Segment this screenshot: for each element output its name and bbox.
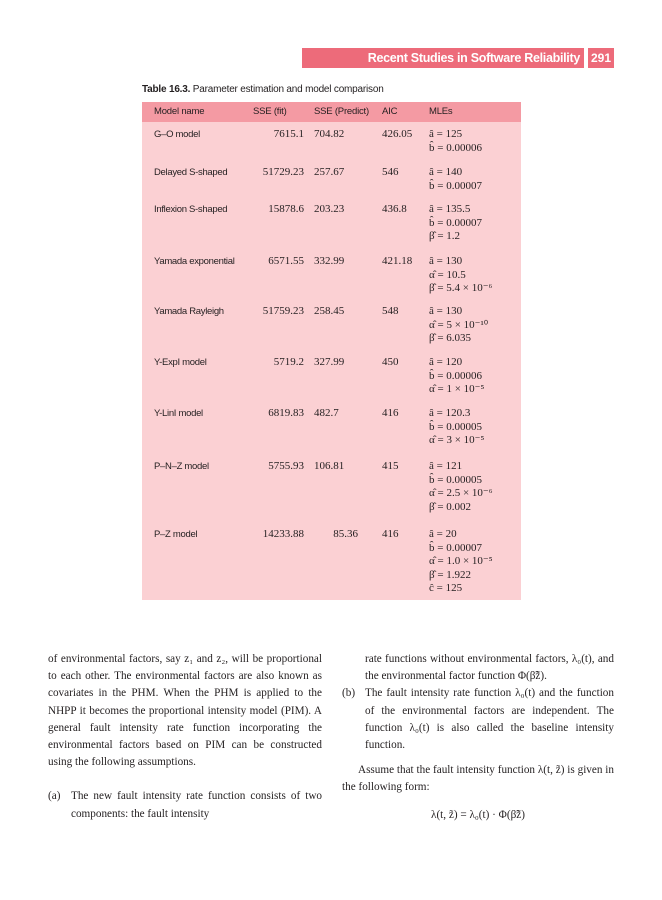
assumption-a-continuation: rate functions without environmental factors, λ₀(t), and the environmental factor function Φ(β̃z̃). — [365, 653, 614, 683]
mle-value: â = 20 — [429, 528, 457, 540]
assumption-b-label: (b) — [342, 687, 356, 700]
mle-value: α̂ = 5 × 10⁻¹⁰ — [429, 318, 489, 331]
mle-value: ĉ = 125 — [429, 582, 463, 594]
mle-value: β̂ = 1.2 — [429, 230, 461, 242]
cell-sse-fit: 14233.88 — [262, 528, 304, 540]
cell-aic: 421.18 — [382, 255, 413, 267]
cell-aic: 546 — [382, 166, 399, 178]
cell-model-name: Delayed S-shaped — [154, 167, 228, 178]
cell-sse-predict: 203.23 — [314, 203, 345, 215]
cell-mles — [429, 407, 484, 448]
mle-value: β̂ = 0.002 — [429, 500, 472, 513]
mle-value: b̂ = 0.00007 — [429, 179, 482, 192]
cell-mles — [429, 528, 493, 596]
cell-model-name: Y-LinI model — [154, 408, 203, 419]
column-header-mles: MLEs — [429, 106, 453, 117]
mle-value: α̂ = 3 × 10⁻⁵ — [429, 434, 485, 446]
cell-sse-predict: 258.45 — [314, 305, 345, 317]
cell-aic: 450 — [382, 356, 399, 368]
cell-sse-predict: 704.82 — [314, 128, 345, 140]
assumption-a — [48, 788, 322, 822]
cell-sse-predict: 106.81 — [314, 460, 345, 472]
cell-mles — [429, 128, 482, 155]
cell-sse-fit: 51759.23 — [262, 305, 304, 317]
mle-value: α̂ = 1.0 × 10⁻⁵ — [429, 555, 493, 567]
cell-sse-fit: 5755.93 — [268, 460, 304, 472]
cell-mles — [429, 203, 482, 244]
cell-sse-predict: 257.67 — [314, 166, 345, 178]
mle-value: β̂ = 1.922 — [429, 568, 472, 581]
cell-model-name: Yamada exponential — [154, 256, 235, 267]
cell-sse-fit: 6571.55 — [268, 255, 304, 267]
column-header-aic: AIC — [382, 106, 398, 117]
mle-value: β̂ = 6.035 — [429, 332, 472, 344]
assumption-b — [342, 685, 614, 754]
table-caption-text: Parameter estimation and model comparison — [192, 84, 384, 95]
mle-value: b̂ = 0.00005 — [429, 420, 482, 433]
cell-sse-fit: 5719.2 — [273, 356, 304, 368]
mle-value: â = 120.3 — [429, 407, 471, 419]
mle-value: α̂ = 10.5 — [429, 268, 466, 281]
cell-sse-predict: 327.99 — [314, 356, 345, 368]
cell-mles — [429, 255, 492, 296]
table-header-row — [142, 102, 521, 122]
cell-sse-predict: 482.7 — [314, 407, 339, 419]
left-text-column — [48, 651, 322, 823]
body-paragraph: Assume that the fault intensity function λ(t, z̃) is given in the following form: — [342, 764, 614, 794]
mle-value: â = 121 — [429, 460, 463, 472]
column-header-model-name: Model name — [154, 106, 205, 117]
equation: λ(t, z̃) = λ₀(t) · Φ(β̃z̃) — [431, 808, 525, 821]
cell-sse-predict: 332.99 — [314, 255, 345, 267]
cell-aic: 415 — [382, 460, 399, 472]
cell-model-name: Y-ExpI model — [154, 357, 207, 368]
cell-model-name: P–Z model — [154, 529, 198, 540]
assumption-a-text: The new fault intensity rate function consists of two components: the fault intensity — [71, 790, 322, 820]
mle-value: b̂ = 0.00007 — [429, 216, 482, 229]
mle-value: b̂ = 0.00006 — [429, 141, 482, 154]
assumption-b-text: The fault intensity rate function λ₀(t) and the function of the environmental factors are independent. The function λ₀(t) is also called the baseline intensity function. — [365, 687, 614, 752]
mle-value: b̂ = 0.00005 — [429, 473, 482, 486]
cell-aic: 426.05 — [382, 128, 413, 140]
cell-sse-fit: 15878.6 — [268, 203, 304, 215]
column-header-sse-fit: SSE (fit) — [253, 106, 287, 117]
mle-value: â = 140 — [429, 166, 463, 178]
mle-value: α̂ = 1 × 10⁻⁵ — [429, 383, 485, 395]
mle-value: â = 135.5 — [429, 203, 471, 215]
cell-mles — [429, 166, 482, 193]
mle-value: â = 120 — [429, 356, 463, 368]
cell-aic: 416 — [382, 528, 399, 540]
cell-sse-fit: 6819.83 — [268, 407, 304, 419]
cell-model-name: Yamada Rayleigh — [154, 306, 224, 317]
mle-value: b̂ = 0.00006 — [429, 369, 482, 382]
cell-sse-fit: 51729.23 — [262, 166, 304, 178]
cell-sse-predict: 85.36 — [333, 528, 358, 540]
parameter-table — [142, 102, 521, 600]
cell-aic: 548 — [382, 305, 399, 317]
cell-model-name: Inflexion S-shaped — [154, 204, 228, 215]
table-caption — [142, 84, 384, 95]
cell-model-name: P–N–Z model — [154, 461, 209, 472]
mle-value: α̂ = 2.5 × 10⁻⁶ — [429, 487, 493, 499]
cell-aic: 436.8 — [382, 203, 407, 215]
running-title: Recent Studies in Software Reliability Engineering — [367, 51, 580, 85]
mle-value: â = 130 — [429, 305, 463, 317]
cell-aic: 416 — [382, 407, 399, 419]
body-paragraph: of environmental factors, say z₁ and z₂, will be proportional to each other. The environmental factors are also known as covariates in the PHM. When the PHM is applied to the NHPP it becomes the proportional intensity model (PIM). A general fault intensity rate function incorporating the environmental factors based on PIM can be constructed using the following assumptions. — [48, 653, 322, 769]
cell-mles — [429, 305, 488, 346]
cell-model-name: G–O model — [154, 129, 200, 140]
mle-value: â = 130 — [429, 255, 463, 267]
right-text-column — [342, 651, 614, 824]
cell-sse-fit: 7615.1 — [273, 128, 304, 140]
mle-value: â = 125 — [429, 128, 463, 140]
mle-value: β̂ = 5.4 × 10⁻⁶ — [429, 282, 493, 294]
table-caption-label: Table 16.3. — [142, 84, 191, 95]
column-header-sse-predict: SSE (Predict) — [314, 106, 369, 117]
cell-mles — [429, 460, 493, 514]
assumption-a-label: (a) — [48, 790, 61, 803]
page-number: 291 — [588, 48, 614, 68]
mle-value: b̂ = 0.00007 — [429, 541, 482, 554]
cell-mles — [429, 356, 484, 397]
